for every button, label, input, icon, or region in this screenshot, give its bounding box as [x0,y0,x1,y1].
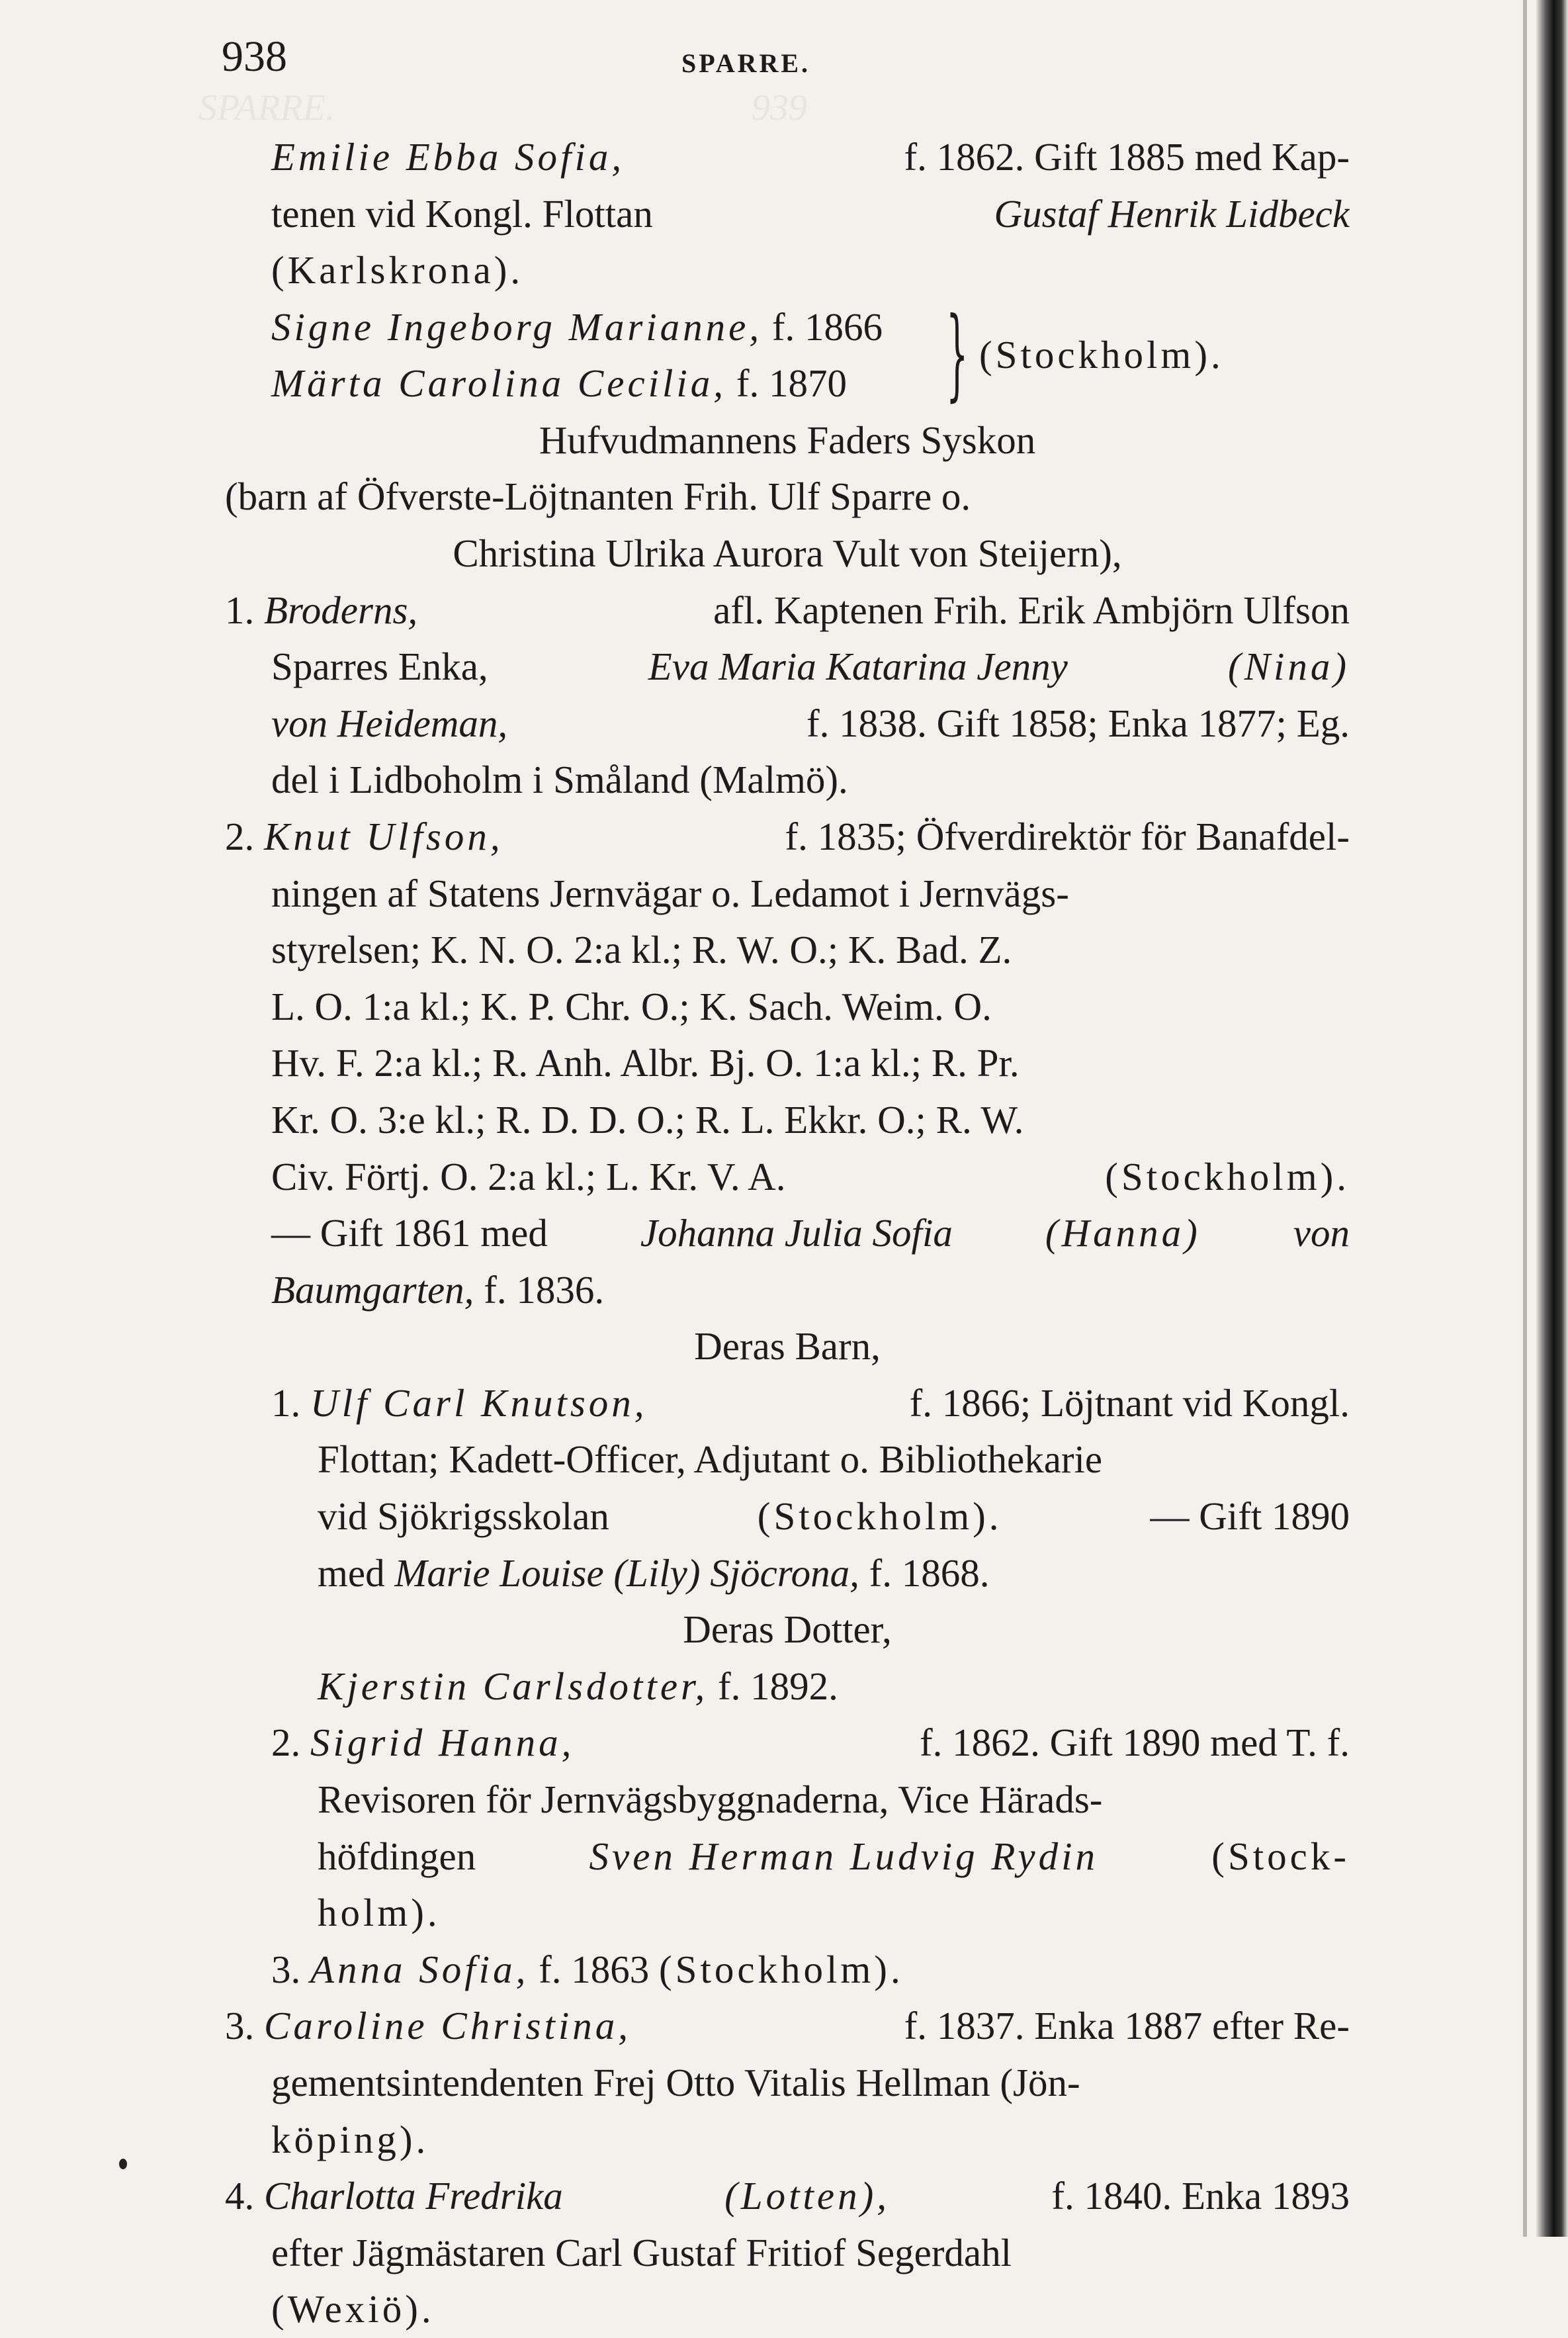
text-line: L. O. 1:a kl.; K. P. Chr. O.; K. Sach. Weim. O. [271,984,992,1028]
text-line: holm). [318,1891,441,1935]
text-line: med Marie Louise (Lily) Sjöcrona, f. 1868. [318,1551,990,1595]
text-line: del i Lidboholm i Småland (Malmö). [271,758,848,802]
genealogy-text [225,129,1350,2338]
text-line: Baumgarten, f. 1836. [271,1267,605,1312]
text-line: (barn af Öfverste-Löjtnanten Frih. Ulf Sparre o. [225,474,971,519]
text-line: Signe Ingeborg Marianne, f. 1866 [271,304,883,349]
text-line: von Heideman, f. 1838. Gift 1858; Enka 1877; Eg. [271,701,1350,745]
brace: } [946,296,969,412]
section-heading: Hufvudmannens Faders Syskon [539,418,1036,462]
text-line: höfdingen Sven Herman Ludvig Rydin (Stock- [318,1834,1350,1878]
text-line: Sparres Enka, Eva Maria Katarina Jenny (Nina) [271,645,1350,689]
entry-number: 2. [225,814,255,858]
ink-speck [119,2159,127,2169]
entry-line: 3. Caroline Christina, f. 1837. Enka 1887 efter Re- [225,2004,1350,2048]
entry-line: 1. Broderns, afl. Kaptenen Frih. Erik Ambjörn Ulfson [225,588,1350,632]
text-line: (Karlskrona). [271,248,524,292]
bleed-through-page-number: 939 [751,87,807,128]
text-line: styrelsen; K. N. O. 2:a kl.; R. W. O.; K. Bad. Z. [271,928,1012,972]
section-heading: Deras Dotter, [683,1607,892,1652]
text-line: Hv. F. 2:a kl.; R. Anh. Albr. Bj. O. 1:a kl.; R. Pr. [271,1041,1020,1085]
book-spine-edge [1536,0,1568,2237]
text-line: Kr. O. 3:e kl.; R. D. D. O.; R. L. Ekkr. O.; R. W. [271,1097,1024,1142]
entry-line: 2. Sigrid Hanna, f. 1862. Gift 1890 med T. f. [271,1721,1350,1765]
text-line: Märta Carolina Cecilia, f. 1870 [271,361,847,405]
text-line: köping). [271,2117,429,2161]
entry-line: 1. Ulf Carl Knutson, f. 1866; Löjtnant vid Kongl. [271,1380,1350,1425]
text-line: Civ. Förtj. O. 2:a kl.; L. Kr. V. A. (Stockholm). [271,1154,1350,1198]
entry-line: 2. Knut Ulfson, f. 1835; Öfverdirektör för Banafdel- [225,814,1350,858]
text-line: vid Sjökrigsskolan (Stockholm). — Gift 1890 [318,1494,1350,1539]
text-line: Christina Ulrika Aurora Vult von Steijern), [453,531,1122,575]
text-line: (Wexiö). [271,2287,435,2331]
bleed-through-running-head: SPARRE. [198,87,335,128]
entry-number: 1. [271,1380,301,1425]
entry-number: 3. [271,1947,301,1991]
page-header [222,26,1353,86]
text-line: Emilie Ebba Sofia, f. 1862. Gift 1885 med Kap- [271,135,1350,179]
page-number: 938 [222,32,287,81]
text-line: ningen af Statens Jernvägar o. Ledamot i Jernvägs- [271,871,1069,915]
entry-number: 2. [271,1721,301,1765]
running-head: SPARRE. [681,48,811,78]
text-line: Flottan; Kadett-Officer, Adjutant o. Bibliothekarie [318,1437,1103,1482]
entry-number: 3. [225,2004,255,2048]
text-line: gementsintendenten Frej Otto Vitalis Hellman (Jön- [271,2061,1080,2104]
entry-line: 4. Charlotta Fredrika (Lotten), f. 1840. Enka 1893 [225,2174,1350,2218]
bleed-through-text [198,79,1356,136]
section-heading: Deras Barn, [694,1324,881,1369]
text-line: efter Jägmästaren Carl Gustaf Fritiof Segerdahl [271,2230,1012,2274]
text-line: Kjerstin Carlsdotter, f. 1892. [318,1664,838,1708]
text-line: — Gift 1861 med Johanna Julia Sofia (Hanna) von [271,1211,1350,1255]
page-fold-line [1523,0,1527,2237]
entry-line: 3. Anna Sofia, f. 1863 (Stockholm). [271,1947,904,1991]
place-label: (Stockholm). [979,332,1224,377]
sisters-with-brace [225,296,1350,412]
text-line: tenen vid Kongl. Flottan Gustaf Henrik Lidbeck [271,191,1350,236]
entry-number: 1. [225,588,255,632]
entry-number: 4. [225,2174,255,2218]
text-line: Revisoren för Jernvägsbyggnaderna, Vice Härads- [318,1777,1103,1822]
